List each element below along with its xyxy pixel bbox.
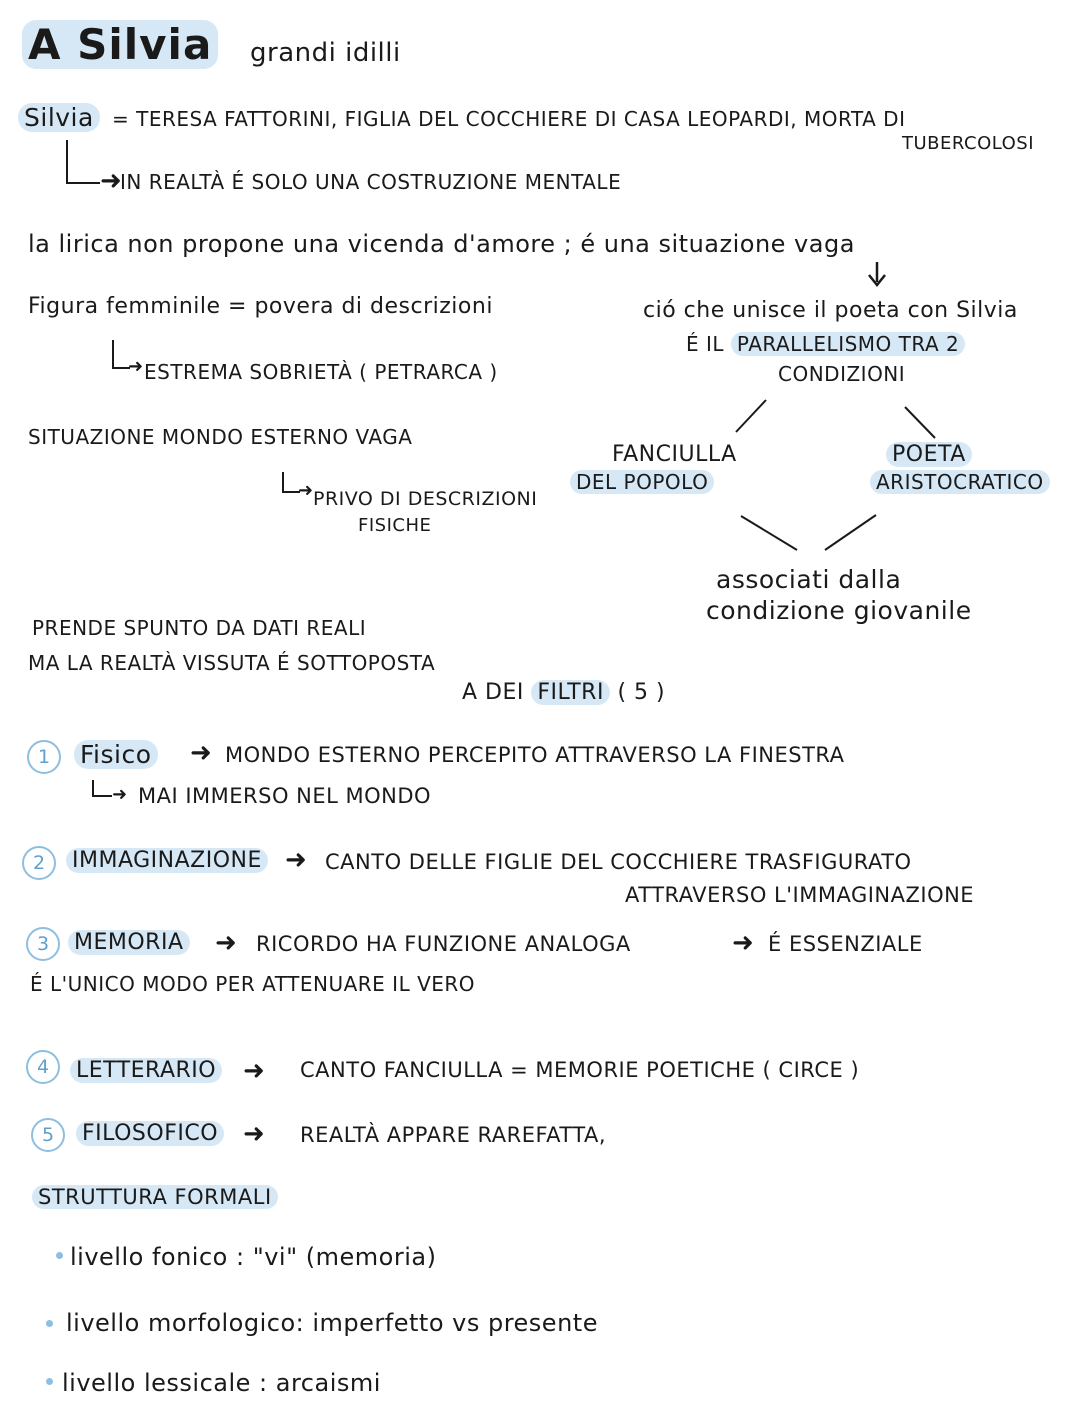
situazione-note-1: PRIVO DI DESCRIZIONI xyxy=(313,488,538,510)
fanciulla-label-2: DEL POPOLO xyxy=(570,470,714,494)
bullet-icon xyxy=(46,1378,53,1385)
struttura-heading: STRUTTURA FORMALI xyxy=(32,1185,278,1209)
page-title: A Silvia xyxy=(22,20,218,69)
arrow-right-icon: ➜ xyxy=(215,928,237,958)
number-circle-5: 5 xyxy=(31,1118,65,1152)
branch-right xyxy=(905,407,935,438)
situazione-note-2: FISICHE xyxy=(358,515,432,536)
cio-che-unisce: ció che unisce il poeta con Silvia xyxy=(643,298,1018,323)
filtro-2-desc-cont: ATTRAVERSO L'IMMAGINAZIONE xyxy=(625,883,975,907)
filtro-3-desc: RICORDO HA FUNZIONE ANALOGA xyxy=(256,932,631,956)
filtro-4-desc: CANTO FANCIULLA = MEMORIE POETICHE ( CIRCE ) xyxy=(300,1058,860,1082)
number-circle-1: 1 xyxy=(27,740,61,774)
arrow-right-icon: ➜ xyxy=(190,738,212,768)
condizioni: CONDIZIONI xyxy=(778,362,906,386)
arrow-right-icon: ➜ xyxy=(100,166,122,196)
merge-right xyxy=(825,515,876,550)
silvia-definition-cont: TUBERCOLOSI xyxy=(902,133,1035,154)
arrow-right-icon: ➜ xyxy=(243,1119,265,1149)
associati-2: condizione giovanile xyxy=(706,596,972,625)
page-subtitle: grandi idilli xyxy=(250,38,401,68)
arrow-right-icon: ➜ xyxy=(285,845,307,875)
situazione-mondo: SITUAZIONE MONDO ESTERNO VAGA xyxy=(28,425,413,449)
number-circle-3: 3 xyxy=(26,927,60,961)
figura-femminile: Figura femminile = povera di descrizioni xyxy=(28,294,493,319)
struttura-item-2: livello morfologico: imperfetto vs presente xyxy=(66,1309,598,1337)
number-circle-4: 4 xyxy=(26,1050,60,1084)
branch-left xyxy=(736,400,766,432)
arrow-right-icon: ➜ xyxy=(243,1056,265,1086)
poeta-label-1: POETA xyxy=(886,442,972,467)
poeta-label-2: ARISTOCRATICO xyxy=(870,470,1050,494)
lirica-statement: la lirica non propone una vicenda d'amore ; é una situazione vaga xyxy=(28,230,855,258)
filtro-1-note: MAI IMMERSO NEL MONDO xyxy=(138,784,432,808)
fanciulla-label-1: FANCIULLA xyxy=(612,442,737,467)
filtro-1-name: Fisico xyxy=(74,740,158,769)
filtro-5-desc: REALTÀ APPARE RAREFATTA, xyxy=(300,1123,607,1147)
bullet-icon xyxy=(56,1252,63,1259)
down-arrow-lirica xyxy=(869,262,885,285)
arrow-right-icon: ➜ xyxy=(732,928,754,958)
silvia-definition: = TERESA FATTORINI, FIGLIA DEL COCCHIERE DI CASA LEOPARDI, MORTA DI xyxy=(112,107,906,131)
prende-spunto-2: MA LA REALTÀ VISSUTA É SOTTOPOSTA xyxy=(28,651,436,675)
parallelismo: É IL PARALLELISMO TRA 2 xyxy=(686,332,965,356)
arrow-line-fisico xyxy=(93,780,112,796)
number-circle-2: 2 xyxy=(22,846,56,880)
filtro-3-extra: É ESSENZIALE xyxy=(768,932,923,956)
prende-spunto-3: A DEI FILTRI ( 5 ) xyxy=(462,680,666,705)
filtro-2-name: IMMAGINAZIONE xyxy=(66,848,268,873)
silvia-note: IN REALTÀ É SOLO UNA COSTRUZIONE MENTALE xyxy=(120,170,622,194)
struttura-item-1: livello fonico : "vi" (memoria) xyxy=(70,1243,437,1271)
bullet-icon xyxy=(46,1320,53,1327)
filtro-3-name: MEMORIA xyxy=(68,930,190,955)
arrow-line-silvia xyxy=(67,140,100,183)
filtro-1-desc: MONDO ESTERNO PERCEPITO ATTRAVERSO LA FINESTRA xyxy=(225,743,845,767)
prende-spunto-1: PRENDE SPUNTO DA DATI REALI xyxy=(32,616,367,640)
filtro-2-desc: CANTO DELLE FIGLIE DEL COCCHIERE TRASFIGURATO xyxy=(325,850,912,874)
figura-note: ESTREMA SOBRIETÀ ( PETRARCA ) xyxy=(144,360,498,384)
merge-left xyxy=(741,516,797,550)
arrow-right-icon: ➜ xyxy=(112,784,128,805)
filtro-4-name: LETTERARIO xyxy=(70,1058,222,1083)
filtro-5-name: FILOSOFICO xyxy=(76,1121,224,1146)
silvia-label: Silvia xyxy=(18,103,100,132)
associati-1: associati dalla xyxy=(716,565,902,594)
arrow-right-icon: ➜ xyxy=(298,480,314,501)
arrow-right-icon: ➜ xyxy=(128,356,144,377)
struttura-item-3: livello lessicale : arcaismi xyxy=(62,1369,381,1397)
filtro-3-note: É L'UNICO MODO PER ATTENUARE IL VERO xyxy=(30,972,476,996)
